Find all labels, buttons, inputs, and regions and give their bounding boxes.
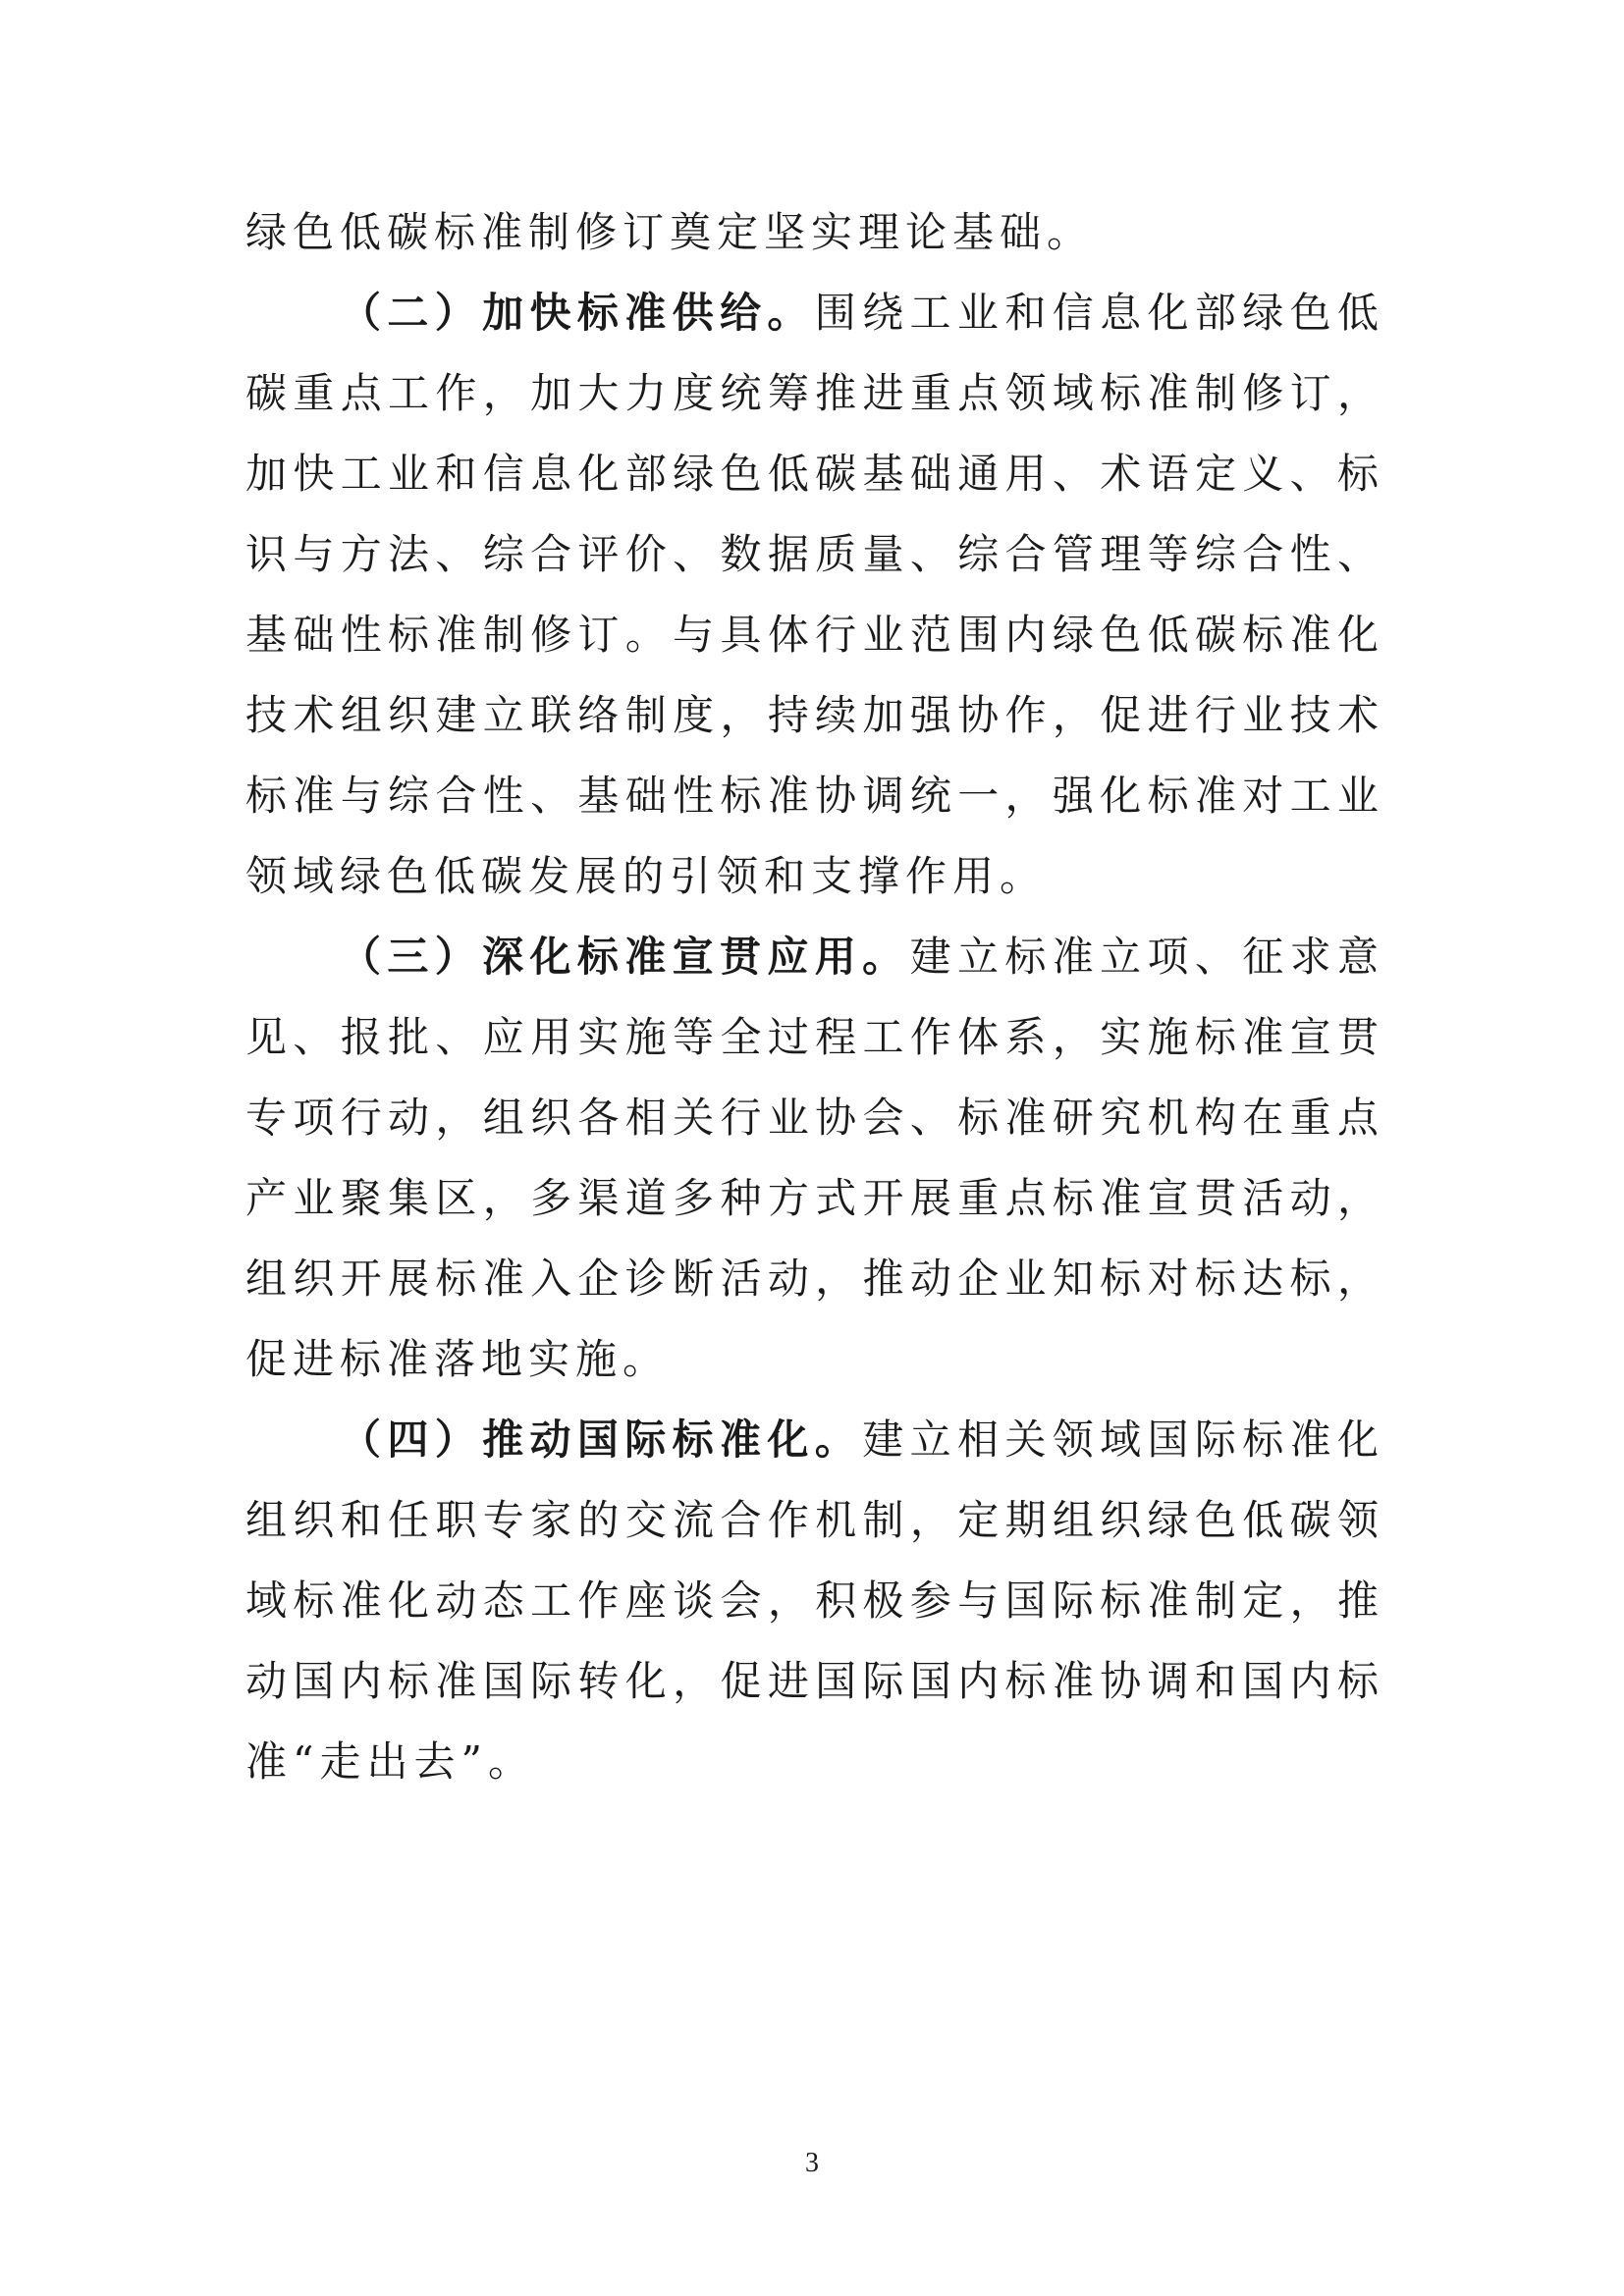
paragraph-text: 建立相关领域国际标准化组织和任职专家的交流合作机制，定期组织绿色低碳领域标准化动态工作座谈会，积极参与国际标准制定，推动国内标准国际转化，促进国际国内标准协调和国内标准“走出去”。 xyxy=(245,1415,1384,1786)
paragraph-heading: （三）深化标准宣贯应用。 xyxy=(340,933,910,981)
paragraph-heading: （四）推动国际标准化。 xyxy=(340,1415,863,1464)
paragraph-standard-application xyxy=(245,917,1384,1400)
paragraph-text: 围绕工业和信息化部绿色低碳重点工作，加大力度统筹推进重点领域标准制修订，加快工业和信息化部绿色低碳基础通用、术语定义、标识与方法、综合评价、数据质量、综合管理等综合性、基础性标准制修订。与具体行业范围内绿色低碳标准化技术组织建立联络制度，持续加强协作，促进行业技术标准与综合性、基础性标准协调统一，强化标准对工业领域绿色低碳发展的引领和支撑作用。 xyxy=(245,289,1384,900)
paragraph-text: 建立标准立项、征求意见、报批、应用实施等全过程工作体系，实施标准宣贯专项行动，组织各相关行业协会、标准研究机构在重点产业聚集区，多渠道多种方式开展重点标准宣贯活动，组织开展标准入企诊断活动，推动企业知标对标达标，促进标准落地实施。 xyxy=(245,933,1384,1383)
paragraph-heading: （二）加快标准供给。 xyxy=(340,289,815,337)
paragraph-international-standardization xyxy=(245,1400,1384,1802)
page-number: 3 xyxy=(805,2148,819,2178)
paragraph-standard-supply xyxy=(245,273,1384,917)
document-body xyxy=(245,192,1384,1802)
paragraph-continuation xyxy=(245,192,1384,273)
paragraph-text: 绿色低碳标准制修订奠定坚实理论基础。 xyxy=(245,208,1095,256)
